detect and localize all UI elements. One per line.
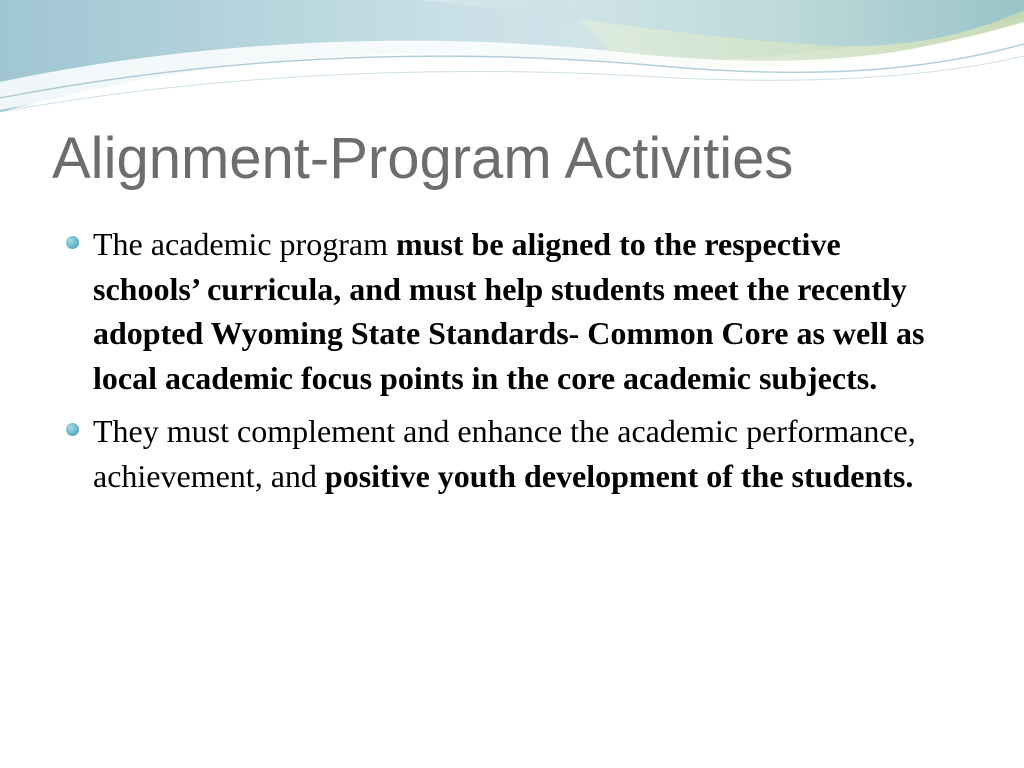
bullet-text-bold: must be aligned to the respective schools’ curricula, and must help students meet the recently adopted Wyoming State Standards- Common Core as well as local academic focus points in the core academic subjects.	[93, 226, 925, 396]
bullet-text-bold: positive youth development of the students.	[324, 457, 914, 494]
bullet-dot-icon	[66, 423, 79, 436]
bullet-text-normal: They must complement and enhance the academic performance, achievement, and	[93, 413, 916, 494]
bullet-dot-icon	[66, 236, 79, 249]
bullet-item-2	[66, 409, 926, 498]
header-wave-decoration	[0, 0, 1024, 130]
bullet-text-normal: The academic program	[93, 226, 396, 262]
bullet-list	[66, 222, 926, 507]
slide-title: Alignment-Program Activities	[52, 126, 794, 191]
bullet-item-1	[66, 222, 926, 400]
